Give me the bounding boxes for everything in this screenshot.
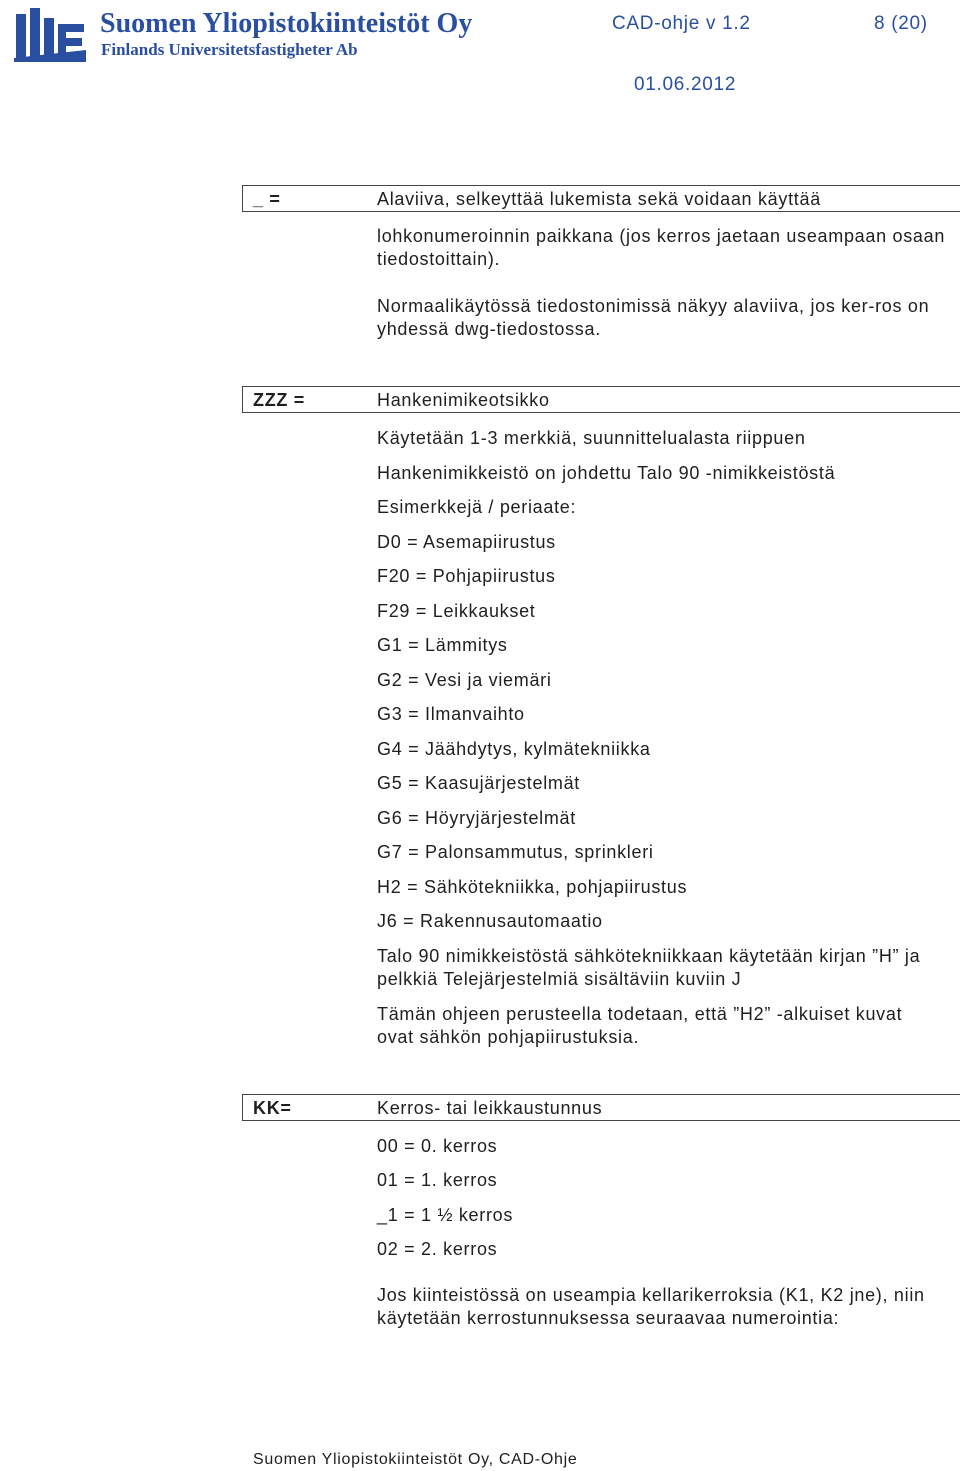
zzz-note-h2: Tämän ohjeen perusteella todetaan, että ”H2” -alkuiset kuvat ovat sähkön pohjapiirustuksia. (377, 1004, 903, 1047)
kk-list-item: 01 = 1. kerros (377, 1170, 498, 1190)
key-code: ZZZ = (253, 390, 305, 410)
kk-list-item: 02 = 2. kerros (377, 1239, 498, 1259)
zzz-list-item: G4 = Jäähdytys, kylmätekniikka (377, 739, 651, 759)
zzz-list-item: D0 = Asemapiirustus (377, 532, 556, 552)
document-title: CAD-ohje v 1.2 (612, 13, 751, 34)
key-code: _ = (253, 189, 281, 209)
kk-list-item: 00 = 0. kerros (377, 1136, 498, 1156)
key-code: KK= (253, 1098, 292, 1118)
underscore-paragraph-1: lohkonumeroinnin paikkana (jos kerros jaetaan useampaan osaan tiedostoittain). (377, 226, 946, 269)
kk-list-item: _1 = 1 ½ kerros (377, 1205, 514, 1225)
page-number: 8 (20) (874, 13, 928, 34)
zzz-list-item: G7 = Palonsammutus, sprinkleri (377, 842, 654, 862)
key-row-zzz (242, 386, 960, 413)
company-logo (14, 6, 86, 62)
page-footer: Suomen Yliopistokiinteistöt Oy, CAD-Ohje (253, 1451, 578, 1468)
key-row-underscore (242, 185, 960, 212)
kk-note-basements: Jos kiinteistössä on useampia kellarikerroksia (K1, K2 jne), niin käytetään kerrostunnuksessa seuraavaa numerointia: (377, 1285, 925, 1328)
key-description: Kerros- tai leikkaustunnus (377, 1098, 603, 1118)
zzz-list-item: F29 = Leikkaukset (377, 601, 536, 621)
zzz-list-item: F20 = Pohjapiirustus (377, 566, 556, 586)
zzz-intro-usage: Käytetään 1-3 merkkiä, suunnittelualasta riippuen (377, 428, 806, 448)
document-date: 01.06.2012 (634, 74, 737, 95)
zzz-list-item: G1 = Lämmitys (377, 635, 508, 655)
zzz-intro-source: Hankenimikkeistö on johdettu Talo 90 -nimikkeistöstä (377, 463, 836, 483)
zzz-note-talo90: Talo 90 nimikkeistöstä sähkötekniikkaan käytetään kirjan ”H” ja pelkkiä Telejärjestelmiä sisältäviin kuviin J (377, 946, 921, 989)
zzz-list-item: J6 = Rakennusautomaatio (377, 911, 603, 931)
brand-name-swedish: Finlands Universitetsfastigheter Ab (101, 40, 358, 59)
underscore-paragraph-2: Normaalikäytössä tiedostonimissä näkyy alaviiva, jos ker-ros on yhdessä dwg-tiedostossa. (377, 296, 930, 339)
zzz-list-item: H2 = Sähkötekniikka, pohjapiirustus (377, 877, 688, 897)
zzz-list-item: G5 = Kaasujärjestelmät (377, 773, 580, 793)
key-row-kk (242, 1094, 960, 1121)
zzz-list-item: G2 = Vesi ja viemäri (377, 670, 552, 690)
zzz-list-item: G3 = Ilmanvaihto (377, 704, 525, 724)
zzz-intro-examples: Esimerkkejä / periaate: (377, 497, 577, 517)
zzz-list-item: G6 = Höyryjärjestelmät (377, 808, 576, 828)
key-description: Alaviiva, selkeyttää lukemista sekä voidaan käyttää (377, 189, 821, 209)
brand-name-finnish: Suomen Yliopistokiinteistöt Oy (100, 8, 473, 39)
key-description: Hankenimikeotsikko (377, 390, 550, 410)
